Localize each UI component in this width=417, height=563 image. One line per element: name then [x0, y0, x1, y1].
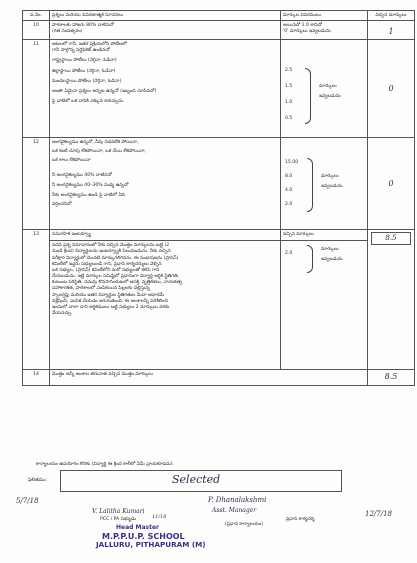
question-line: పాఠశాలకు హాజరు 80% దాటినచో — [52, 22, 114, 28]
question-line: ఒక కంటి చూపు లేకపోయినా, ఒక చేయి లేకపోయినా, — [52, 149, 146, 155]
question-line: కుటుంబ పరిస్థితి, చదువు కొనసాగించుటలో ఆసక్తి, వృత్తికళలు, నాయకత్వ — [52, 280, 183, 286]
marks-value: 4.0 — [285, 187, 293, 193]
table-header-row — [23, 11, 415, 21]
question-line: కమిటీలో ఇద్దరు సభ్యులుండి గాని, ప్రధాన కార్యదర్శులు వెళ్ళిన — [52, 261, 162, 267]
header-marks-obtained: వచ్చిన మార్కులు — [368, 11, 415, 21]
row-obtained: 1 — [368, 21, 415, 40]
marks-value: 1.0 — [285, 99, 293, 105]
row-obtained: 0 — [368, 138, 415, 230]
table-row — [23, 138, 415, 230]
question-line: నీ అంగవైకల్యము 40–30% మధ్య ఉన్నచో — [52, 182, 129, 188]
marks-value: 8.0 — [285, 173, 293, 179]
question-line: ఆటలలో గానీ, ఇతర ప్రక్రియలోని పోటీలలో — [52, 41, 127, 47]
signature-role-2: Asst. Manager — [212, 507, 257, 514]
question-line: అంగవైకల్యము ఉన్నచో, నీవు నడవలేక పోయినా, — [52, 139, 139, 145]
question-line: పదవ ప్రశ్న సమాధానంలో నీకు వచ్చిన మొత్తం మార్కులను బట్టి (2 — [52, 243, 170, 249]
question-line: వేయవచ్చు. — [52, 311, 73, 317]
result-value: Selected — [172, 473, 221, 486]
row-marks-details — [281, 230, 368, 370]
marks-label: మార్కులు — [321, 247, 339, 253]
row-obtained-cell — [368, 230, 415, 370]
signature-role-1: PCC / PA సభ్యుడు — [100, 517, 137, 522]
question-line: ఒక కాలు లేకపోయినా — [52, 158, 91, 164]
marks-value: 2.5 — [285, 67, 293, 73]
signature-role-3: ప్రధాన కార్యదర్శి — [286, 517, 315, 522]
row-question — [50, 21, 281, 40]
question-line: ఇందులో చాలా దాని ఆర్థికములు బట్టి సభ్యులు 2 మార్కులు వరకు — [52, 305, 170, 311]
stamp-line: JALLURU, PITHAPURAM (M) — [96, 540, 206, 550]
marks-label: మార్కులు — [319, 83, 337, 89]
marks-line: అయినచో 1.0 కానిచో — [283, 22, 322, 28]
header-marks-details: మార్కుల వివరములు — [281, 11, 368, 21]
row-question — [50, 138, 281, 230]
question-line: మండలస్థాయి పోటీలు (నెగ్గినా, ఓడినా) — [52, 78, 122, 84]
left-signature-date: 5/7/18 — [16, 497, 39, 505]
table-row — [23, 21, 415, 40]
signature-sub-2: (ప్రధాన కార్యాలయం) — [225, 522, 264, 527]
header-serial-no: వ.నెం. — [23, 11, 50, 21]
marks-label: మార్కులు — [321, 173, 339, 179]
question-line: రాష్ట్రస్థాయి పోటీలు (నెగ్గినా, ఓడినా) — [52, 58, 117, 64]
question-line: చేయబడును. ఇట్టి మార్కుల సమిష్టిలో ప్రధానంగా విద్యార్థి ఆర్థిక స్థితిగతి, — [52, 274, 180, 280]
question-line: మొత్తం అన్నీ అంశాల తరువాత వచ్చిన మొత్తం మార్కులు — [52, 371, 153, 377]
table-row — [23, 230, 415, 370]
question-line: వర్తించనిచో — [52, 202, 72, 208]
row-marks-details — [281, 40, 368, 138]
stamp-line: M.P.P.U.P. SCHOOL — [102, 531, 185, 541]
signature-name-2: P. Dhanalakshmi — [208, 496, 267, 504]
row-number: 11 — [23, 40, 50, 138]
question-line: (గత సంవత్సరం) — [52, 28, 83, 34]
question-line: నుండి క్రింద) విద్యార్థులను ఇంటర్వ్యూకి పిలువబడును. నీకు వచ్చిన — [52, 249, 171, 255]
marks-label: ఇవ్వబడును — [321, 183, 343, 189]
signature-date-3: 12/7/18 — [365, 510, 392, 518]
row-question — [50, 40, 281, 138]
question-line: ఒక సభ్యుల, (ప్రాసెస్) కమిటీలోని మరో సభ్యులతో కలిసి గాని — [52, 267, 160, 273]
marks-value: 0.5 — [285, 115, 293, 121]
question-line: గానీ పాల్గొన్న సర్టిఫికెట్ ఉండినచో — [52, 48, 110, 54]
brace-mark — [307, 245, 313, 273]
table-row — [23, 370, 415, 386]
row-marks-details — [281, 21, 368, 40]
question-line: నీ అంగవైకల్యము 40% దాటినచో — [52, 172, 112, 178]
question-line: సహాకారకత, పాఠశాలలో ఎంపికయిన పిల్లలకు చెల్లిస్తున్న — [52, 286, 150, 292]
brace-mark — [307, 158, 313, 212]
marks-table — [22, 10, 415, 386]
question-line: అంతా ఏమైనా ప్రశ్నలు అన్నిట ఉన్నచో (ఇబ్బంది చూపినచో) — [52, 88, 157, 94]
row-obtained: 8.5 — [368, 370, 415, 386]
row-obtained: 8.5 — [371, 232, 411, 245]
header-questions: ప్రశ్నలు మరియు వివరణాత్మక సూచనలు — [50, 11, 281, 21]
signature-date-1: 11/18 — [152, 514, 167, 520]
question-title: సమూహిక ఇంటర్వ్యూ — [52, 231, 92, 237]
row-question — [50, 370, 368, 386]
row-number: 10 — [23, 21, 50, 40]
question-line: విశ్లేషించి, ఎంపిక చేయడం జరుగుతుంది. ఈ అంశాలన్నీ పరిశీలించి — [52, 298, 168, 304]
head-master-stamp — [96, 525, 206, 549]
row-number: 14 — [23, 370, 50, 386]
stamp-line: Head Master — [116, 524, 160, 531]
marks-label: ఇవ్వబడును — [319, 93, 341, 99]
question-line: స్కాలర్షిప్లు మరియు ఇతర విద్యార్థుల స్థితిగతుల మీదా ఆధారమే — [52, 292, 165, 298]
question-line: పరీక్షార విద్యార్థులో మొదటి మార్కుగలిగినను. ఈ సంభాషణను (ప్రాసెస్) — [52, 255, 179, 261]
row-question — [50, 230, 281, 370]
divider — [50, 240, 280, 241]
office-use-note: కార్యాలయం ఉపయోగం కొరకు (విద్యార్థి ఈ క్రింద కాలీలో ఏమీ వ్రాయకూడదు). — [36, 462, 175, 467]
marks-value: 15.00 — [285, 159, 299, 165]
table-row — [23, 40, 415, 138]
row-number: 13 — [23, 230, 50, 370]
question-line: నీకు అంగవైకల్యము ఉండి పై వాటిలో ఏది — [52, 192, 125, 198]
marks-value: 1.5 — [285, 83, 293, 89]
signature-name-1: V. Lalitha Kumari — [92, 508, 145, 515]
row-obtained: 0 — [368, 40, 415, 138]
row-number: 12 — [23, 138, 50, 230]
marks-value: 2.0 — [285, 201, 293, 207]
marks-line: '0' మార్కులు ఇవ్వబడును — [283, 28, 331, 34]
brace-mark — [305, 68, 311, 124]
marks-label: ఇవ్వబడును — [321, 257, 343, 263]
question-line: పై వాటిలో ఒక దానికి ఎక్కువ కావచ్చును. — [52, 99, 125, 105]
result-label: ఫలితము: — [28, 478, 48, 483]
question-line: జిల్లాస్థాయి పోటీలు (నెగ్గినా, ఓడినా) — [52, 68, 116, 74]
marks-value: 2.0 — [285, 251, 293, 257]
row-marks-details — [281, 138, 368, 230]
marks-header: వచ్చిన మార్కులు — [283, 231, 314, 237]
